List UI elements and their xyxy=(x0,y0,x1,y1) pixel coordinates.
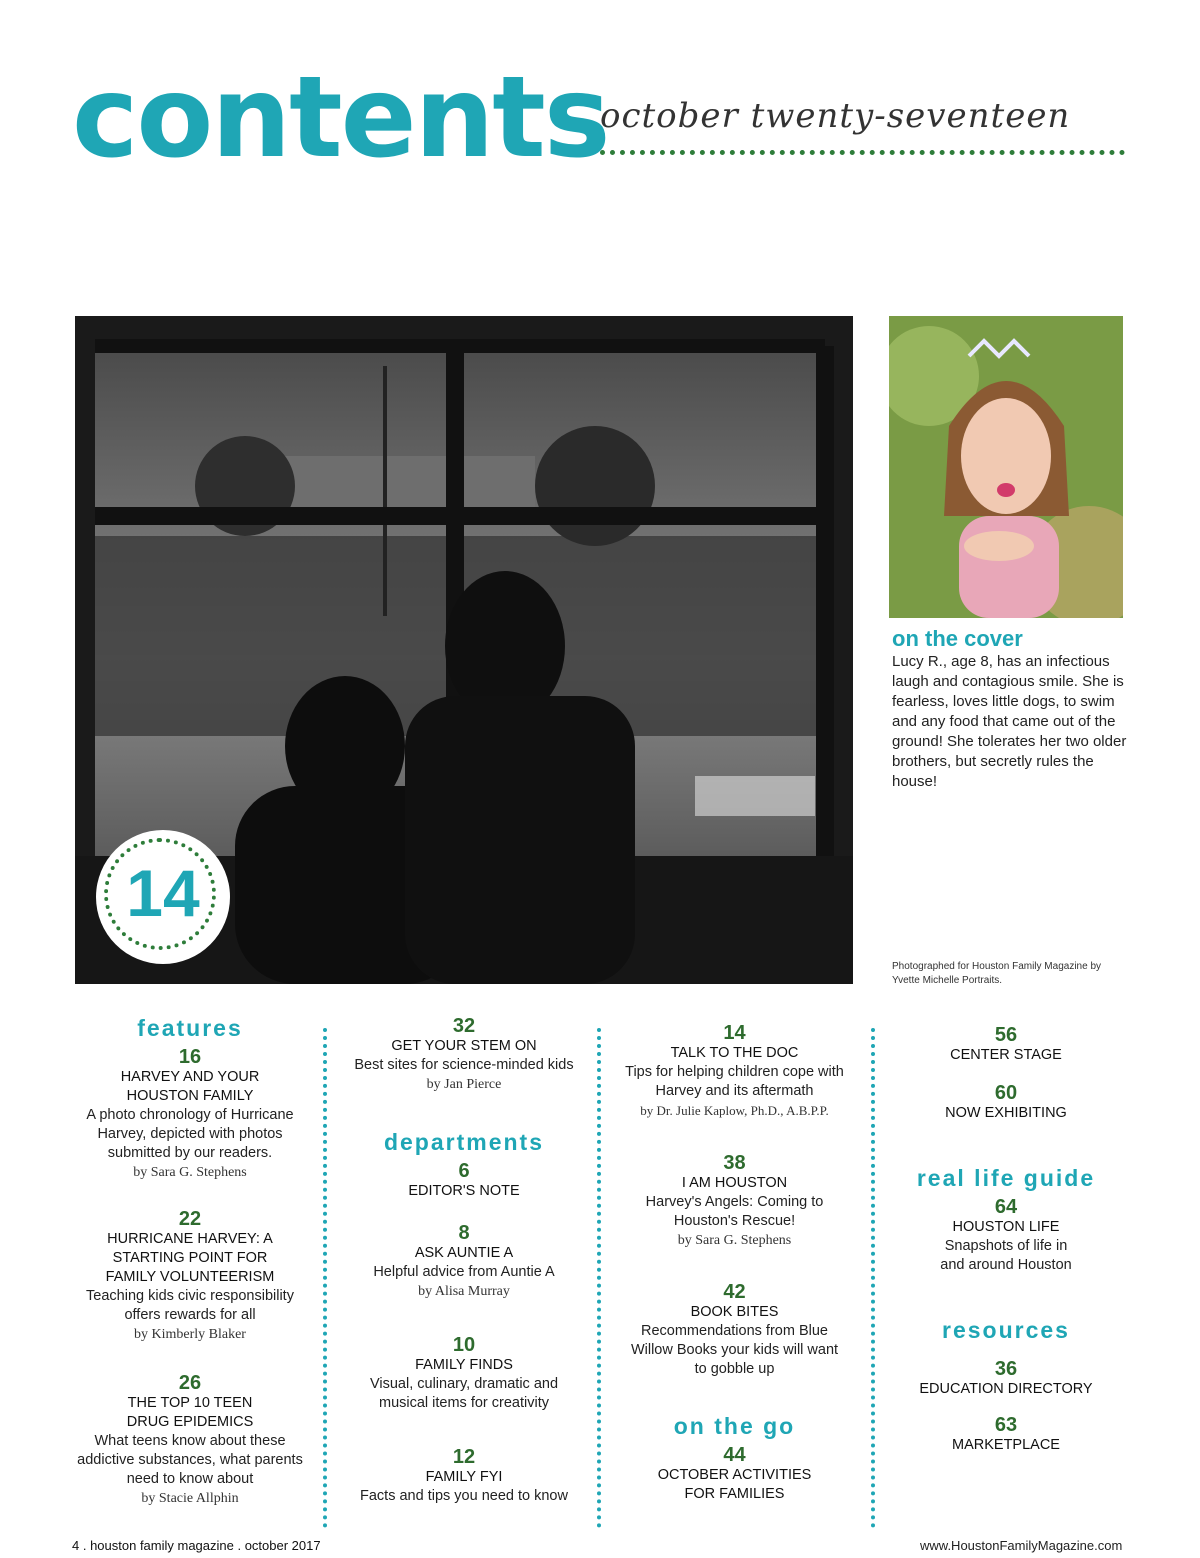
entry-title: NOW EXHIBITING xyxy=(945,1105,1067,1121)
toc-entry[interactable] xyxy=(612,1152,857,1250)
toc-entry[interactable] xyxy=(886,1414,1126,1455)
entry-description: Best sites for science-minded kids xyxy=(354,1057,574,1073)
entry-title: I AM HOUSTON xyxy=(681,1175,788,1191)
entry-author: by Sara G. Stephens xyxy=(677,1233,792,1248)
cover-photo xyxy=(889,316,1123,618)
page-number: 12 xyxy=(452,1446,476,1468)
page-badge xyxy=(96,830,230,964)
entry-title: THE TOP 10 TEEN DRUG EPIDEMICS xyxy=(126,1395,254,1430)
cover-description: Lucy R., age 8, has an infectious laugh and contagious smile. She is fearless, loves little dogs, to swim and any food that came out of the ground! She tolerates her two older brothers, but secretly rules the house! xyxy=(892,653,1127,790)
page-number: 63 xyxy=(994,1414,1018,1436)
badge-number: 14 xyxy=(126,856,200,930)
page-number: 14 xyxy=(723,1022,746,1044)
entry-description: Snapshots of life in and around Houston xyxy=(940,1238,1072,1273)
page-number: 44 xyxy=(723,1444,746,1466)
toc-entry[interactable] xyxy=(612,1444,857,1504)
page-number: 64 xyxy=(994,1196,1018,1218)
entry-author: by Dr. Julie Kaplow, Ph.D., A.B.P.P. xyxy=(640,1103,829,1118)
issue-date: october twenty-seventeen xyxy=(600,96,1071,136)
section-heading-real-life-guide xyxy=(886,1164,1126,1192)
section-heading-features xyxy=(70,1014,310,1042)
toc-entry[interactable] xyxy=(612,1281,857,1379)
section-heading: on the go xyxy=(673,1413,796,1439)
entry-title: FAMILY FYI xyxy=(425,1469,503,1485)
entry-title: EDUCATION DIRECTORY xyxy=(919,1381,1093,1397)
toc-entry[interactable] xyxy=(344,1015,584,1094)
footer-folio: 4 . houston family magazine . october 2017 xyxy=(72,1538,321,1553)
section-heading: departments xyxy=(383,1129,545,1155)
entry-description: What teens know about these addictive substances, what parents need to know about xyxy=(77,1433,303,1487)
toc-entry[interactable] xyxy=(344,1160,584,1201)
toc-entry[interactable] xyxy=(886,1358,1126,1399)
entry-title: EDITOR'S NOTE xyxy=(408,1183,520,1199)
toc-entry[interactable] xyxy=(886,1024,1126,1065)
toc-entry[interactable] xyxy=(344,1446,584,1506)
cover-photo-illustration xyxy=(889,316,1123,618)
entry-author: by Jan Pierce xyxy=(426,1077,502,1092)
toc-entry[interactable] xyxy=(886,1082,1126,1123)
entry-description: Helpful advice from Auntie A xyxy=(373,1264,555,1280)
entry-description: Harvey's Angels: Coming to Houston's Rescue! xyxy=(645,1194,824,1229)
entry-description: A photo chronology of Hurricane Harvey, depicted with photos submitted by our readers. xyxy=(86,1107,294,1161)
page-number: 16 xyxy=(178,1046,202,1068)
page-number: 42 xyxy=(723,1281,746,1303)
page-number: 36 xyxy=(994,1358,1018,1380)
section-heading-departments xyxy=(344,1128,584,1156)
entry-title: CENTER STAGE xyxy=(950,1047,1062,1063)
photo-credit: Photographed for Houston Family Magazine by Yvette Michelle Portraits. xyxy=(892,961,1102,986)
section-heading: resources xyxy=(942,1317,1070,1343)
entry-title: MARKETPLACE xyxy=(952,1437,1060,1453)
entry-description: Visual, culinary, dramatic and musical items for creativity xyxy=(369,1376,559,1411)
section-heading: real life guide xyxy=(916,1165,1096,1191)
column-divider xyxy=(597,1028,601,1528)
entry-description: Facts and tips you need to know xyxy=(360,1488,568,1504)
toc-entry[interactable] xyxy=(70,1208,310,1344)
entry-author: by Alisa Murray xyxy=(418,1284,510,1299)
page-number: 26 xyxy=(178,1372,202,1394)
entry-title: TALK TO THE DOC xyxy=(670,1045,799,1061)
page-number: 60 xyxy=(994,1082,1018,1104)
column-divider xyxy=(323,1028,327,1528)
page-number: 8 xyxy=(458,1222,470,1244)
page-number: 38 xyxy=(723,1152,746,1174)
page-number: 22 xyxy=(178,1208,202,1230)
entry-author: by Kimberly Blaker xyxy=(134,1327,246,1342)
toc-entry[interactable] xyxy=(344,1334,584,1413)
entry-title: HURRICANE HARVEY: A STARTING POINT FOR FAMILY VOLUNTEERISM xyxy=(105,1231,275,1285)
entry-title: HOUSTON LIFE xyxy=(952,1219,1060,1235)
page-number: 32 xyxy=(452,1015,476,1037)
toc-entry[interactable] xyxy=(70,1372,310,1508)
entry-title: GET YOUR STEM ON xyxy=(391,1038,537,1054)
page-number: 56 xyxy=(994,1024,1018,1046)
entry-author: by Sara G. Stephens xyxy=(133,1165,247,1180)
page-number: 10 xyxy=(452,1334,476,1356)
toc-entry[interactable] xyxy=(886,1196,1126,1275)
dotted-divider xyxy=(600,150,1125,155)
entry-description: Recommendations from Blue Willow Books your kids will want to gobble up xyxy=(630,1323,839,1377)
entry-description: Teaching kids civic responsibility offers rewards for all xyxy=(86,1288,294,1323)
page-number: 6 xyxy=(458,1160,470,1182)
footer-website[interactable]: www.HoustonFamilyMagazine.com xyxy=(920,1538,1123,1553)
cover-heading: on the cover xyxy=(892,626,1023,651)
entry-title: BOOK BITES xyxy=(690,1304,779,1320)
entry-title: OCTOBER ACTIVITIES FOR FAMILIES xyxy=(657,1467,812,1502)
entry-author: by Stacie Allphin xyxy=(141,1491,239,1506)
section-heading: features xyxy=(137,1015,243,1041)
column-divider xyxy=(871,1028,875,1528)
toc-entry[interactable] xyxy=(612,1022,857,1120)
toc-entry[interactable] xyxy=(344,1222,584,1301)
toc-entry[interactable] xyxy=(70,1046,310,1182)
section-heading-on-the-go xyxy=(612,1412,857,1440)
entry-title: HARVEY AND YOUR HOUSTON FAMILY xyxy=(120,1069,260,1104)
entry-description: Tips for helping children cope with Harvey and its aftermath xyxy=(625,1064,844,1099)
section-heading-resources xyxy=(886,1316,1126,1344)
entry-title: ASK AUNTIE A xyxy=(414,1245,514,1261)
page-title: contents xyxy=(72,53,609,183)
entry-title: FAMILY FINDS xyxy=(415,1357,513,1373)
